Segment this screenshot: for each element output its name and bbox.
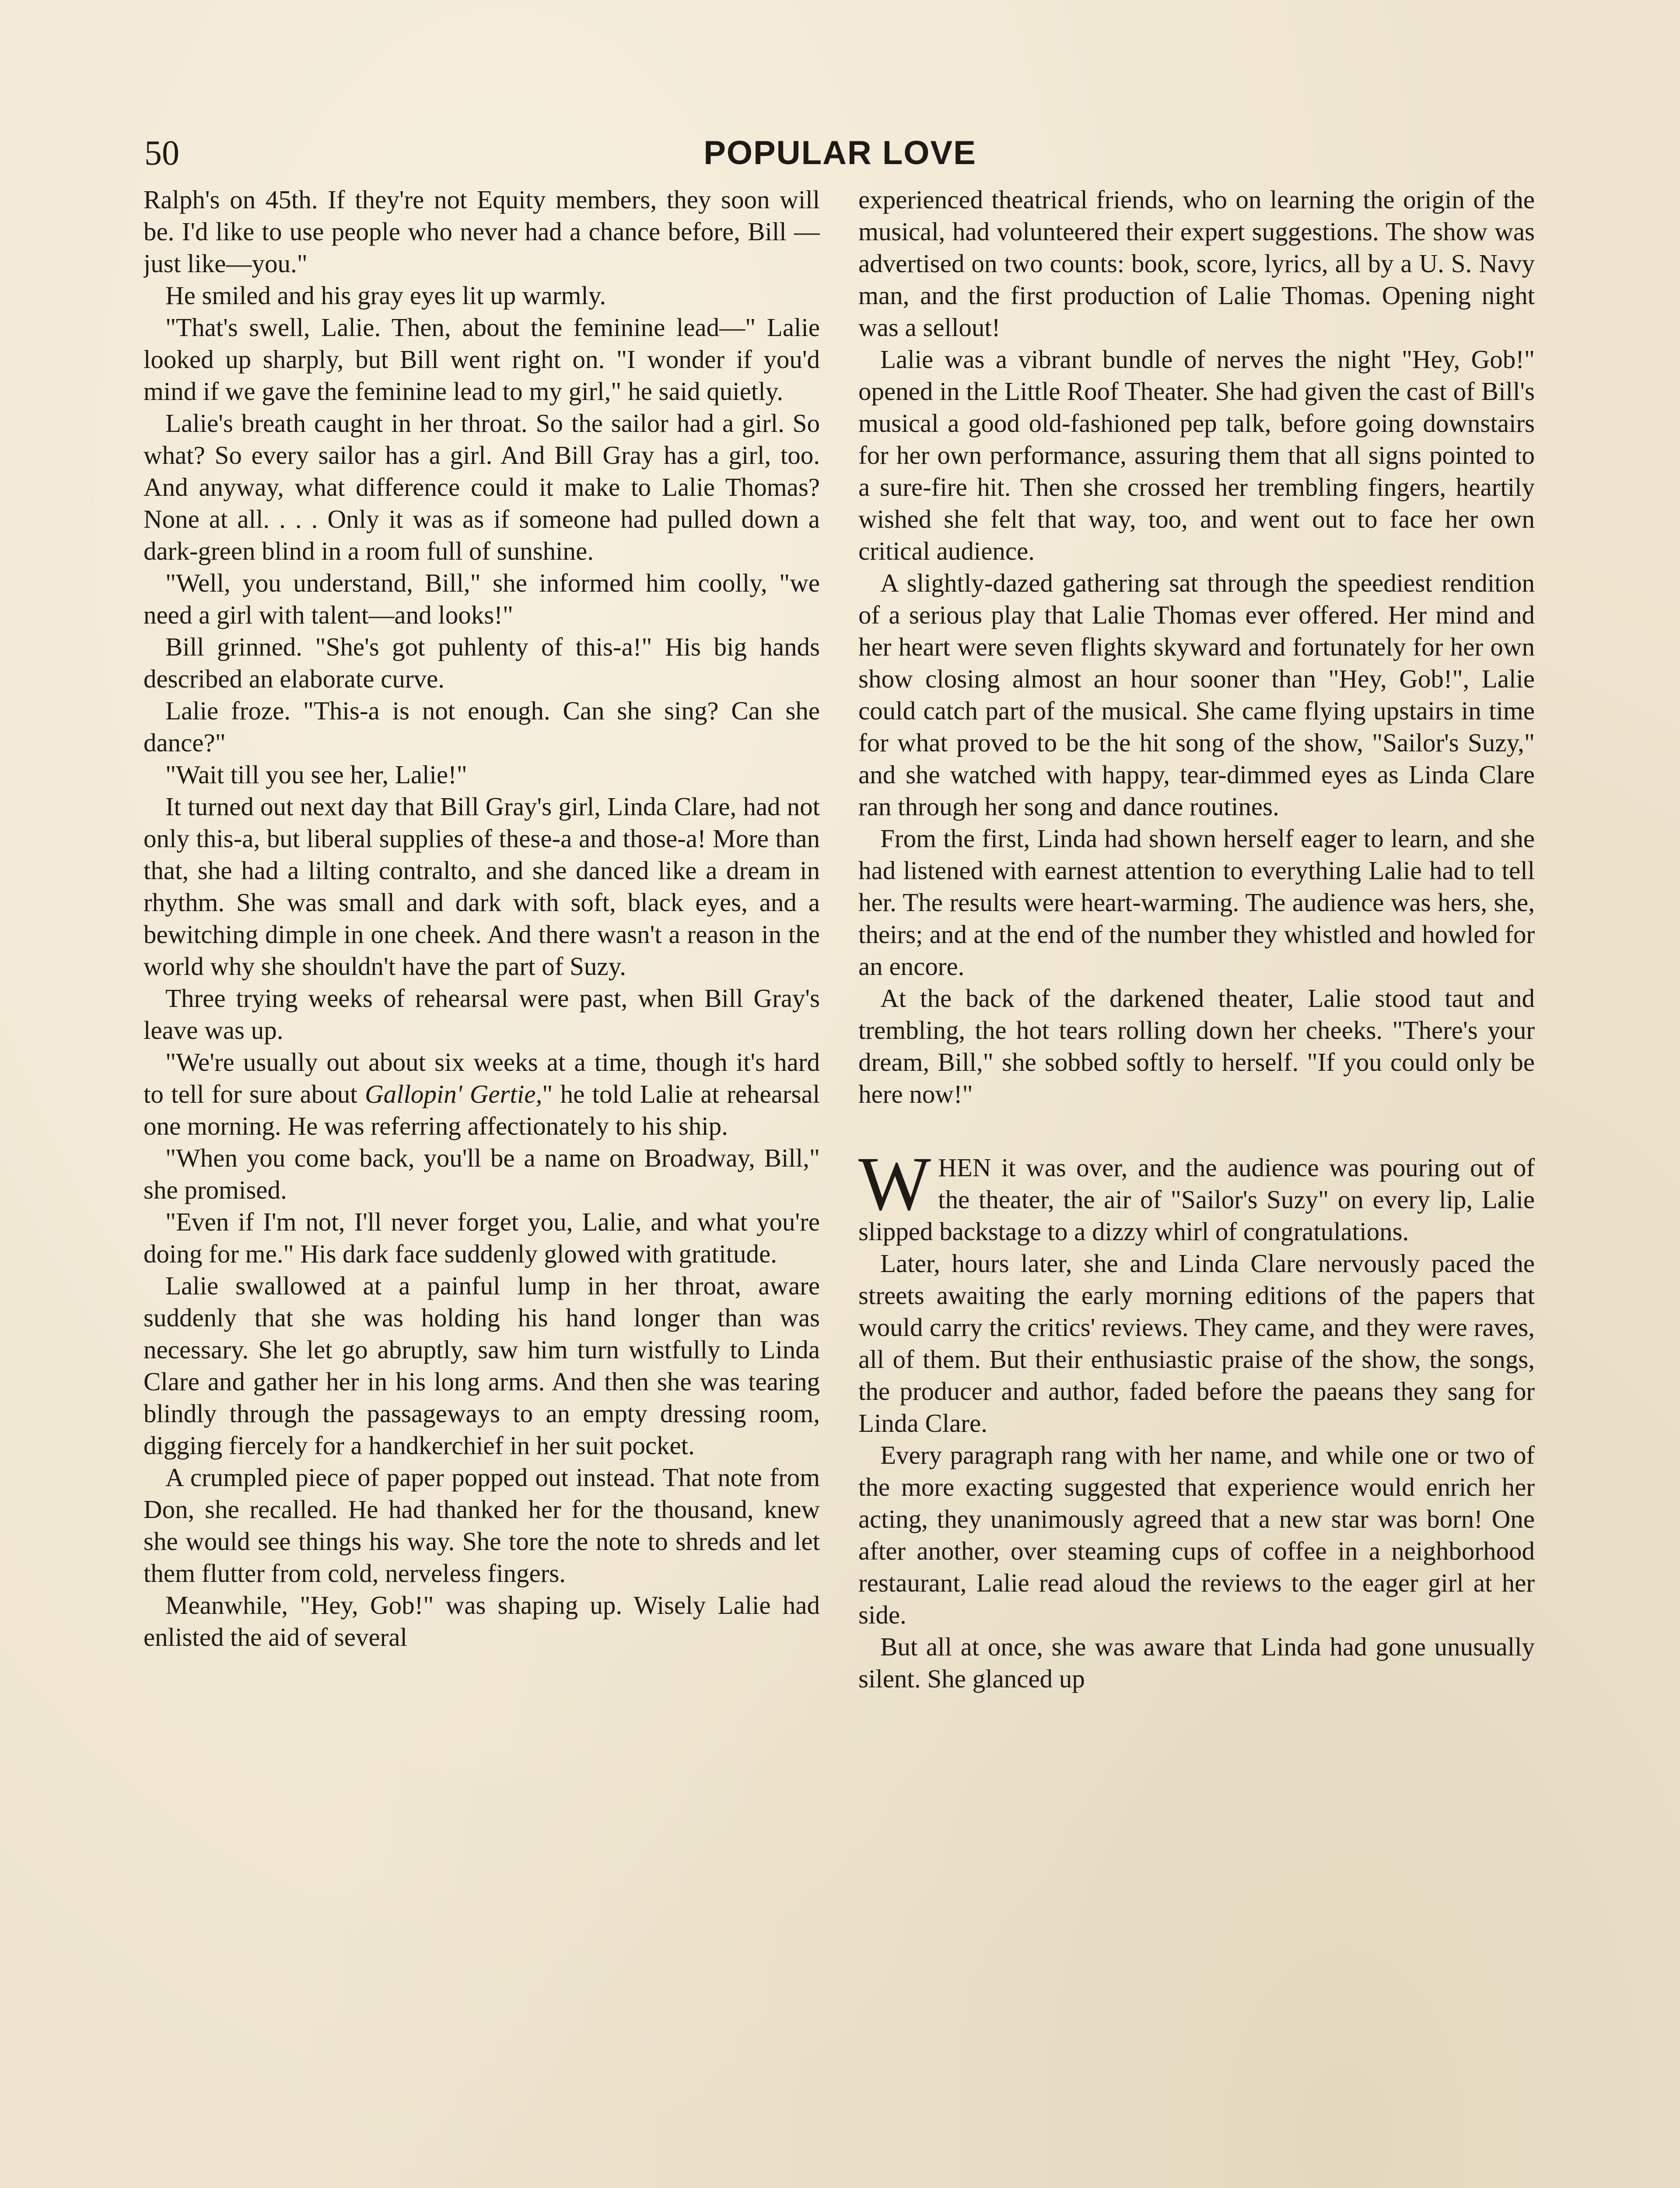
paragraph: It turned out next day that Bill Gray's girl, Linda Clare, had not only this-a, but liberal supplies of these-a and those-a! More than that, she had a lilting contralto, and she danced like a dream in rhythm. She was small and dark with soft, black eyes, and a bewitching dimple in one cheek. And there wasn't a reason in the world why she shouldn't have the part of Suzy. xyxy=(144,792,820,981)
paragraph: He smiled and his gray eyes lit up warmly. xyxy=(165,281,606,310)
paragraph: A crumpled piece of paper popped out instead. That note from Don, she recalled. He had thanked her for the thousand, knew she would see things his way. She tore the note to shreds and let them flutter from cold, nerveless fingers. xyxy=(144,1463,820,1588)
paragraph: Three trying weeks of rehearsal were past, when Bill Gray's leave was up. xyxy=(144,984,820,1045)
paragraph-text: " he told Lalie at rehearsal one morning. He was referring affectionately to his ship. xyxy=(144,1080,820,1140)
page-number: 50 xyxy=(144,134,179,172)
paragraph: At the back of the darkened theater, Lalie stood taut and trembling, the hot tears rolling down her cheeks. "There's your dream, Bill," she sobbed softly to herself. "If you could only be here now!" xyxy=(858,984,1535,1108)
paragraph: "Even if I'm not, I'll never forget you, Lalie, and what you're doing for me." His dark face suddenly glowed with gratitude. xyxy=(144,1207,820,1268)
paragraph: Meanwhile, "Hey, Gob!" was shaping up. Wisely Lalie had enlisted the aid of several xyxy=(144,1591,820,1652)
paragraph xyxy=(144,1046,820,1142)
ship-name: Gallopin' Gertie, xyxy=(365,1080,542,1108)
paragraph: Lalie swallowed at a painful lump in her throat, aware suddenly that she was holding his hand longer than was necessary. She let go abruptly, saw him turn wistfully to Linda Clare and gather her in his long arms. And then she was tearing blindly through the passageways to an empty dressing room, digging fiercely for a handkerchief in her suit pocket. xyxy=(144,1271,820,1460)
right-column xyxy=(858,184,1535,2188)
paragraph: Every paragraph rang with her name, and while one or two of the more exacting suggested that experience would enrich her acting, they unanimously agreed that a new star was born! One after another, over steaming cups of coffee in a neighborhood restaurant, Lalie read aloud the reviews to the eager girl at her side. xyxy=(858,1441,1535,1629)
page-header xyxy=(131,131,1549,179)
section-opening-paragraph xyxy=(858,1141,1535,1248)
left-column xyxy=(144,184,820,2188)
paragraph: A slightly-dazed gathering sat through the speediest rendition of a serious play that Lalie Thomas ever offered. Her mind and her heart were seven flights skyward and fortunately for her own show closing almost an hour sooner than "Hey, Gob!", Lalie could catch part of the musical. She came flying upstairs in time for what proved to be the hit song of the show, "Sailor's Suzy," and she watched with happy, tear-dimmed eyes as Linda Clare ran through her song and dance routines. xyxy=(858,568,1535,821)
paragraph: "Wait till you see her, Lalie!" xyxy=(165,760,467,789)
paragraph: Lalie froze. "This-a is not enough. Can she sing? Can she dance?" xyxy=(144,696,820,757)
paragraph: But all at once, she was aware that Linda had gone unusually silent. She glanced up xyxy=(858,1632,1535,1693)
paragraph: Later, hours later, she and Linda Clare nervously paced the streets awaiting the early morning editions of the papers that would carry the critics' reviews. They came, and they were raves, all of them. But their enthusiastic praise of the show, the songs, the producer and author, faded before the paeans they sang for Linda Clare. xyxy=(858,1249,1535,1438)
paragraph: Bill grinned. "She's got puhlenty of this-a!" His big hands described an elaborate curve. xyxy=(144,632,820,693)
paragraph: "When you come back, you'll be a name on Broadway, Bill," she promised. xyxy=(144,1143,820,1204)
paragraph: From the first, Linda had shown herself eager to learn, and she had listened with earnest attention to everything Lalie had to tell her. The results were heart-warming. The audience was hers, she, theirs; and at the end of the number they whistled and howled for an encore. xyxy=(858,824,1535,981)
paragraph-text: HEN it was over, and the audience was pouring out of the theater, the air of "Sailor's Suzy" on every lip, Lalie slipped backstage to a dizzy whirl of congratulations. xyxy=(858,1153,1535,1246)
paragraph: experienced theatrical friends, who on learning the origin of the musical, had volunteered their expert suggestions. The show was advertised on two counts: book, score, lyrics, all by a U. S. Navy man, and the first production of Lalie Thomas. Opening night was a sellout! xyxy=(858,185,1535,342)
paragraph: "That's swell, Lalie. Then, about the feminine lead—" Lalie looked up sharply, but Bill went right on. "I wonder if you'd mind if we gave the feminine lead to my girl," he said quietly. xyxy=(144,313,820,406)
paragraph: "Well, you understand, Bill," she informed him coolly, "we need a girl with talent—and looks!" xyxy=(144,568,820,629)
paragraph: Lalie was a vibrant bundle of nerves the night "Hey, Gob!" opened in the Little Roof Theater. She had given the cast of Bill's musical a good old-fashioned pep talk, before going downstairs for her own performance, assuring them that all signs pointed to a sure-fire hit. Then she crossed her trembling fingers, heartily wished she felt that way, too, and went out to face her own critical audience. xyxy=(858,345,1535,565)
drop-cap: W xyxy=(858,1141,931,1227)
paragraph: Ralph's on 45th. If they're not Equity members, they soon will be. I'd like to use people who never had a chance before, Bill —just like—you." xyxy=(144,185,820,278)
paragraph-text: "We're usually out about six weeks at a time, though it's hard to tell for sure about xyxy=(144,1048,820,1108)
paragraph: Lalie's breath caught in her throat. So the sailor had a girl. So what? So every sailor has a girl. And Bill Gray has a girl, too. And anyway, what difference could it make to Lalie Thomas? None at all. . . . Only it was as if someone had pulled down a dark-green blind in a room full of sunshine. xyxy=(144,409,820,565)
running-head: POPULAR LOVE xyxy=(704,134,976,172)
